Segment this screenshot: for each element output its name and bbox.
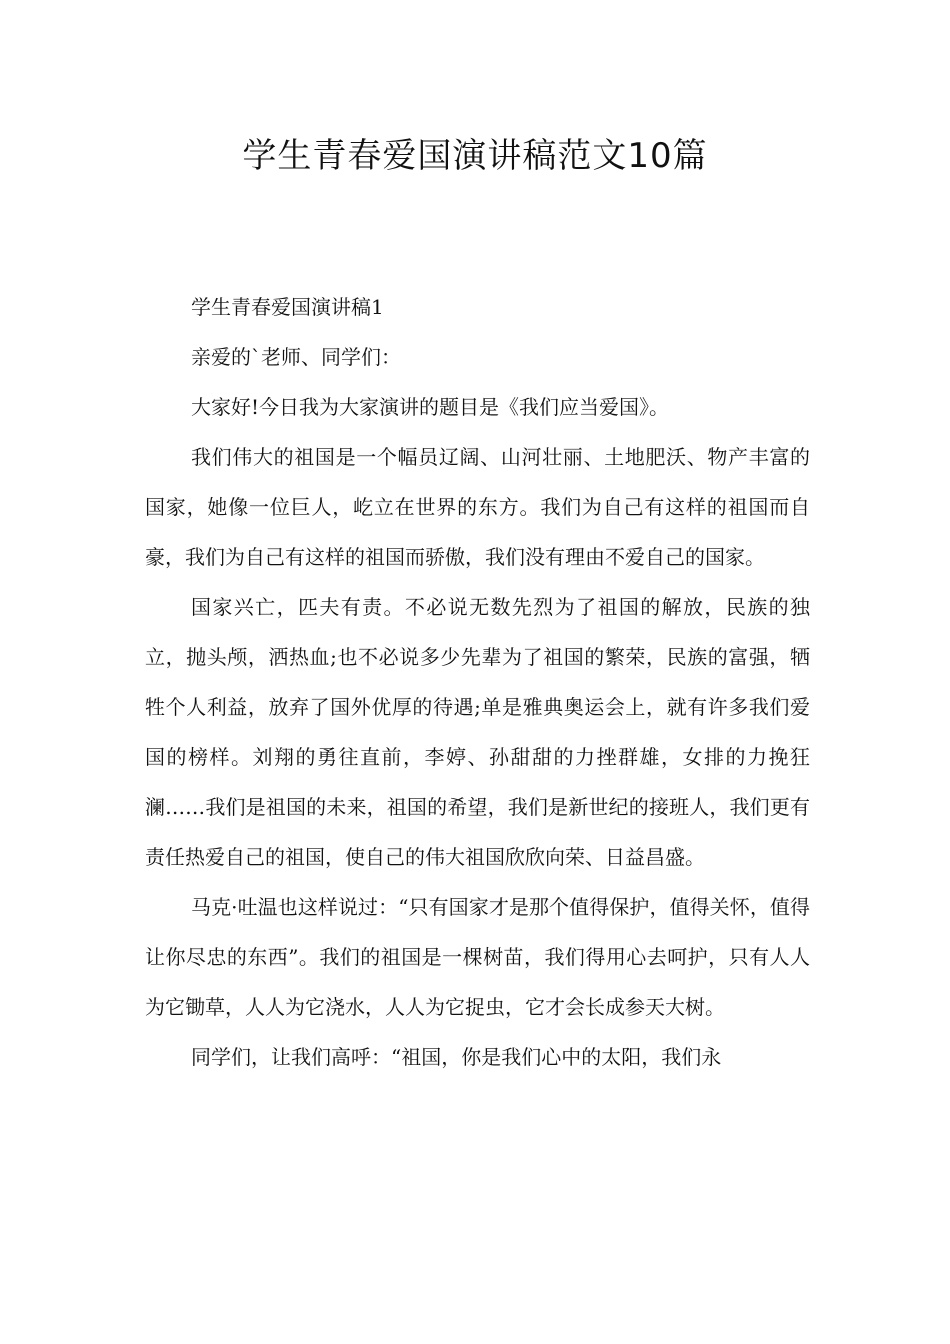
paragraph: 同学们，让我们高呼：“祖国，你是我们心中的太阳，我们永 [191, 1045, 722, 1069]
paragraph: 大家好!今日我为大家演讲的题目是《我们应当爱国》。 [191, 395, 670, 419]
document-body [145, 282, 810, 1082]
section-heading: 学生青春爱国演讲稿1 [191, 295, 384, 319]
paragraph: 我们伟大的祖国是一个幅员辽阔、山河壮丽、土地肥沃、物产丰富的国家，她像一位巨人，屹立在世界的东方。我们为自己有这样的祖国而自豪，我们为自己有这样的祖国而骄傲，我们没有理由不爱自己的国家。 [145, 445, 810, 569]
salutation: 亲爱的`老师、同学们： [191, 345, 401, 369]
paragraph: 马克·吐温也这样说过：“只有国家才是那个值得保护，值得关怀，值得让你尽忠的东西”。我们的祖国是一棵树苗，我们得用心去呵护，只有人人为它锄草，人人为它浇水，人人为它捉虫，它才会长成参天大树。 [145, 895, 810, 1019]
paragraph: 国家兴亡，匹夫有责。不必说无数先烈为了祖国的解放，民族的独立，抛头颅，洒热血;也不必说多少先辈为了祖国的繁荣，民族的富强，牺牲个人利益，放弃了国外优厚的待遇;单是雅典奥运会上，就有许多我们爱国的榜样。刘翔的勇往直前，李婷、孙甜甜的力挫群雄，女排的力挽狂澜……我们是祖国的未来，祖国的希望，我们是新世纪的接班人，我们更有责任热爱自己的祖国，使自己的伟大祖国欣欣向荣、日益昌盛。 [145, 595, 810, 869]
document-title: 学生青春爱国演讲稿范文10篇 [242, 136, 708, 176]
